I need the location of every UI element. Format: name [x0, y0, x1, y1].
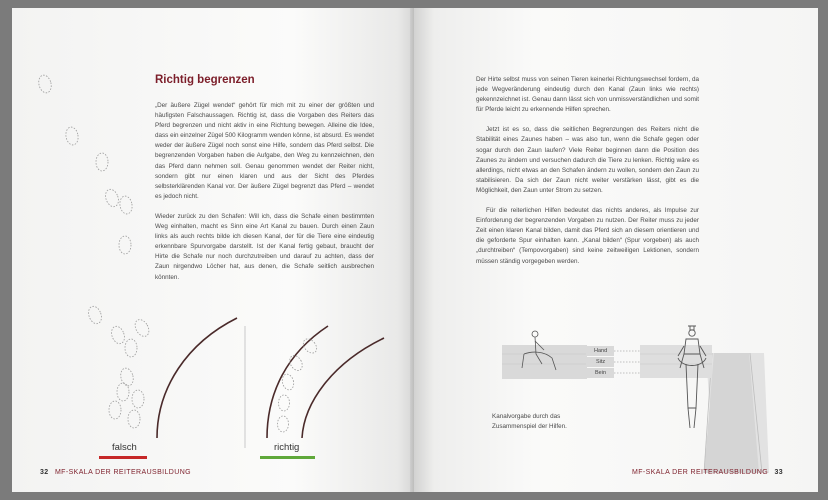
sheep-icon: [128, 410, 140, 428]
sheep-icon: [103, 187, 120, 208]
page-number: 32: [40, 469, 49, 476]
diagram-label: Sitz: [596, 359, 606, 365]
paragraph: „Der äußere Zügel wendet“ gehört für mich mit zu einer der größten und häufigsten Falschaussagen. Richtig ist, dass die Vorgaben des Reiters das Pferd begrenzen und nicht aktiv in eine Richtung bewegen. Alleine die Idee, dass ein einzelner Zügel 500 Kilogramm wenden könne, ist absurd. Es wendet weder der äußere Zügel noch sonst eine Hilfe, sondern das Pferd selbst. Die begrenzenden Vorgaben haben die Aufgabe, den Weg zu kennzeichnen, den das Pferd dann nehmen soll. Genau genommen wendet der Reiter nicht, sondern gibt nur einen klaren und aus der Sicht des Pferdes selbsterklärenden Kanal vor. Der äußere Zügel begrenzt das Pferd – wendet es jedoch nicht.: [155, 102, 374, 200]
wrong-bar: [99, 456, 147, 459]
sheep-icon: [96, 153, 108, 171]
sheep-icon: [132, 317, 151, 339]
right-page: [414, 8, 818, 492]
sheep-icon: [125, 339, 137, 357]
sheep-icon: [109, 401, 121, 419]
sheep-icon: [119, 236, 131, 254]
sheep-icon: [119, 195, 134, 215]
paragraph: Jetzt ist es so, dass die seitlichen Begrenzungen des Reiters nicht die Stabilität eines Zaunes haben – was also tun, wenn die Schafe gegen oder sogar durch den Zaun laufen? Viele Reiter beginnen dann die Position des Zaunes zu ändern und versuchen dadurch die Tiere zu lenken. Richtig wäre es allerdings, nicht etwas an den Schafen ändern zu wollen, sondern den Zaun zu stabilisieren. Da sich der Zaun nicht weiter verstärken lässt, gibt es die Möglichkeit, den Zaun unter Strom zu setzen.: [476, 126, 699, 194]
right-bar: [260, 456, 315, 459]
rider-diagram: [414, 8, 818, 492]
book-spread: [12, 8, 818, 492]
sheep-icon: [37, 74, 53, 94]
footer-title: MF-SKALA DER REITERAUSBILDUNG: [632, 469, 769, 476]
section-heading: Richtig begrenzen: [155, 74, 255, 86]
sheep-icon: [301, 336, 320, 355]
paragraph: Für die reiterlichen Hilfen bedeutet das nichts anderes, als Impulse zur Einforderung der begrenzenden Vorgaben zu nutzen. Der Reiter muss zu jeder Zeit einen klaren Kanal bilden, damit das Pferd sich an diesem orientieren und die geforderte Spur einhalten kann. „Kanal bilden“ (Spur vorgeben) als auch „durchtreiben“ (Tempovorgaben) sind keine zeitweiligen Lektionen, sondern müssen ständig vorgegeben werden.: [476, 207, 699, 265]
sheep-icon: [117, 383, 129, 401]
left-page: [12, 8, 414, 492]
sheep-icon: [278, 416, 289, 432]
diagram-label: Bein: [595, 370, 607, 376]
fence-line: [267, 326, 328, 438]
page-number: 33: [774, 469, 784, 476]
footer-right: [632, 469, 787, 476]
paragraph: Der Hirte selbst muss von seinen Tieren keinerlei Richtungswechsel fordern, da jede Wegveränderung eindeutig durch den Kanal (Zaun links wie rechts) gekennzeichnet ist. Genau dann lässt sich von unmissverständlichen und somit für Pferde leicht zu erkennende Hilfen sprechen.: [476, 76, 699, 114]
figure-caption: Kanalvorgabe durch das Zusammenspiel der Hilfen.: [492, 413, 567, 430]
fence-line: [157, 318, 237, 438]
sheep-icon: [132, 390, 144, 408]
footer-title: MF-SKALA DER REITERAUSBILDUNG: [54, 469, 192, 476]
sheep-icon: [279, 395, 290, 411]
diagram-label: Hand: [594, 348, 608, 354]
sheep-icon: [65, 126, 80, 146]
sheep-icon: [109, 324, 126, 345]
label-right: richtig: [274, 442, 300, 453]
sheep-icon: [287, 353, 305, 372]
sheep-icon: [86, 304, 103, 325]
footer-left: [36, 469, 191, 476]
fence-line: [302, 338, 384, 438]
sheep-icon: [119, 367, 135, 387]
label-wrong: falsch: [112, 442, 137, 453]
paragraph: Wieder zurück zu den Schafen: Will ich, dass die Schafe einen bestimmten Weg einhalten, macht es Sinn eine Art Kanal zu bauen. Durch einen Zaun links als auch rechts bilde ich diesen Kanal, der für die Tiere eine eindeutig erkennbare Spurvorgabe darstellt. Ist der Kanal fertig gebaut, braucht der Hirte die Schafe nur noch durchzutreiben und darauf zu achten, dass der Zaun nirgendwo Löcher hat, aus denen, die Schafe seitlich ausbrechen könnten.: [155, 212, 374, 281]
body-text: [155, 101, 374, 293]
